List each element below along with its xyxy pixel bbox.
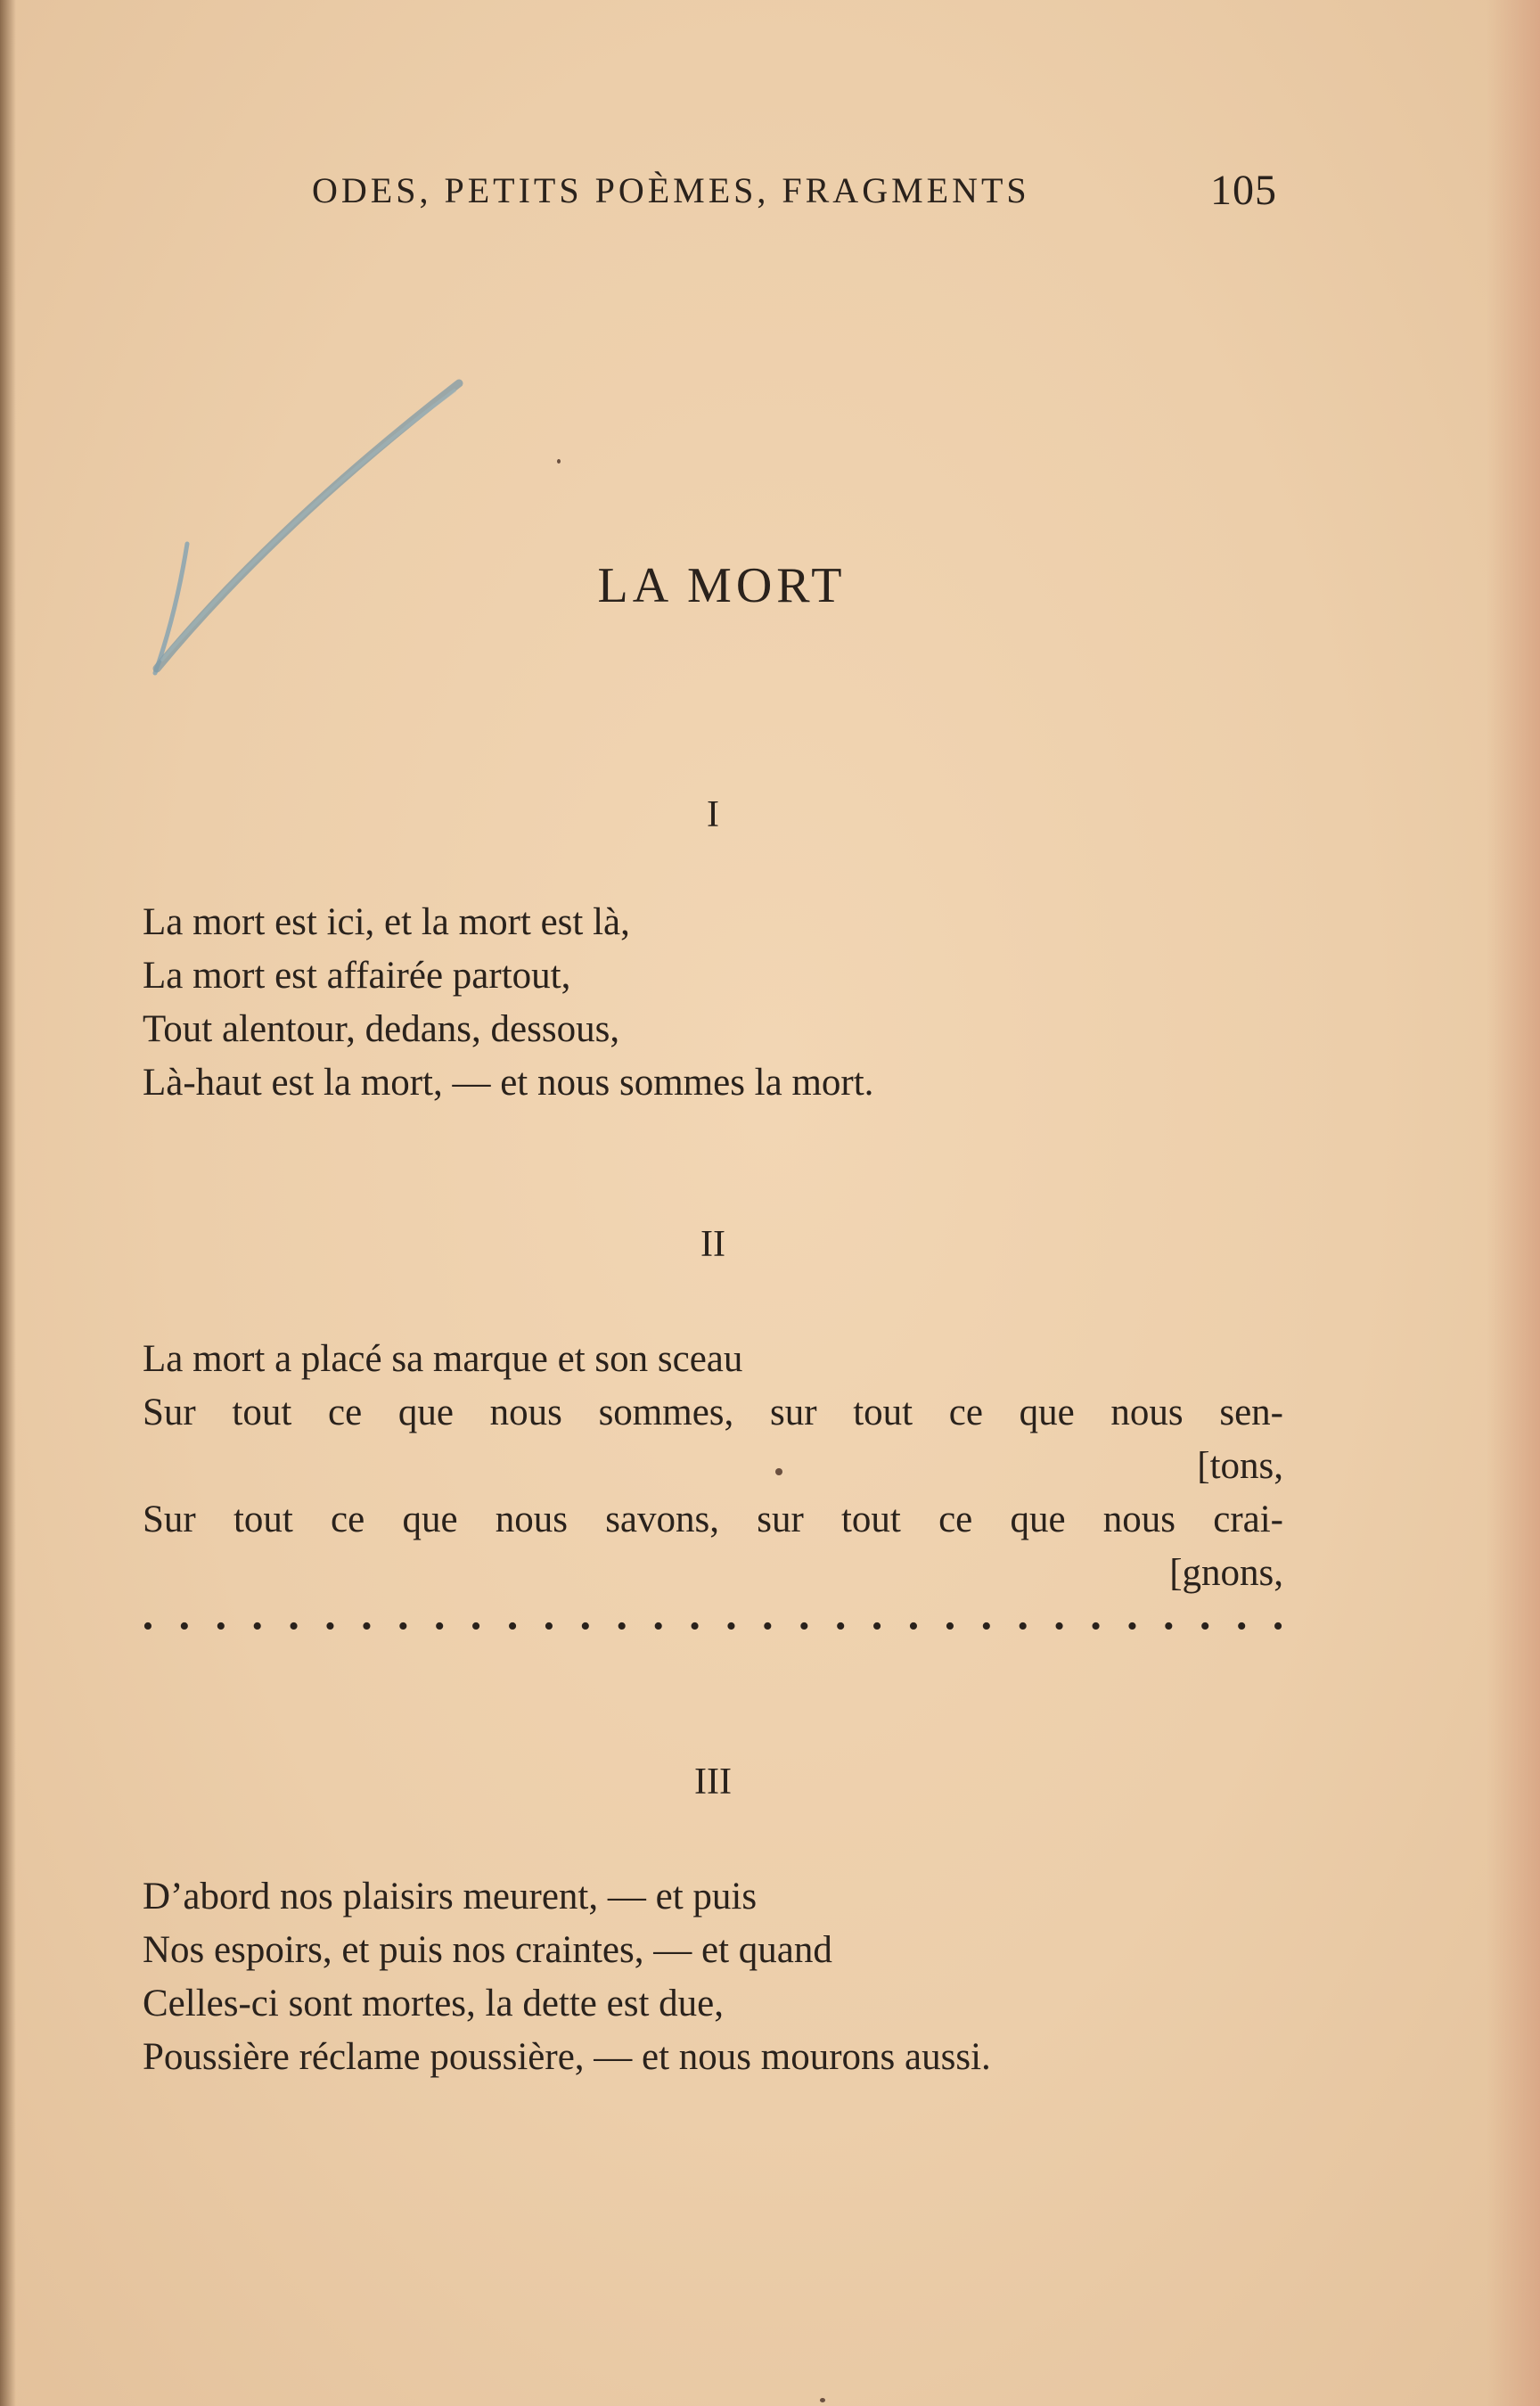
section-number-2: II (700, 1224, 725, 1265)
stanza-3 (143, 1870, 1283, 2084)
verse-line: La mort est ici, et la mort est là, (143, 901, 630, 943)
stanza-2 (143, 1333, 1283, 1654)
verse-line: D’abord nos plaisirs meurent, — et puis (143, 1876, 758, 1917)
verse-line: Sur tout ce que nous sommes, sur tout ce que nous sen- (143, 1392, 1283, 1433)
running-head (312, 169, 1292, 211)
running-head-title: ODES, PETITS POÈMES, FRAGMENTS (312, 170, 1030, 210)
verse-line: Nos espoirs, et puis nos craintes, — et quand (143, 1929, 832, 1971)
page-number: 105 (1210, 167, 1277, 214)
poem-title: LA MORT (597, 558, 847, 613)
verse-line: Celles-ci sont mortes, la dette est due, (143, 1983, 724, 2024)
section-number-1: I (707, 794, 719, 835)
page-gutter-shadow (0, 0, 16, 2406)
paper-speck (557, 459, 561, 464)
verse-line: Tout alentour, dedans, dessous, (143, 1008, 620, 1050)
verse-turnover: [tons, (1197, 1445, 1283, 1487)
verse-line: Sur tout ce que nous savons, sur tout ce que nous crai- (143, 1499, 1283, 1540)
stanza-1 (143, 896, 1283, 1110)
verse-line: La mort est affairée partout, (143, 955, 571, 997)
verse-line: Là-haut est la mort, — et nous sommes la mort. (143, 1062, 874, 1104)
ellipsis-row (143, 1600, 1283, 1654)
ellipsis-dots: • • • • • • • • • • • • • • • • • • • • • • • • • • • • • • • • (143, 1610, 1283, 1643)
verse-line: Poussière réclame poussière, — et nous mourons aussi. (143, 2036, 991, 2078)
verse-line: La mort a placé sa marque et son sceau (143, 1338, 743, 1380)
page-edge-discoloration (1487, 0, 1540, 2406)
paper-speck (820, 2398, 825, 2402)
section-number-3: III (694, 1761, 732, 1802)
paper-speck (775, 1468, 782, 1475)
checkmark-icon (143, 365, 481, 686)
verse-turnover: [gnons, (1169, 1552, 1283, 1594)
